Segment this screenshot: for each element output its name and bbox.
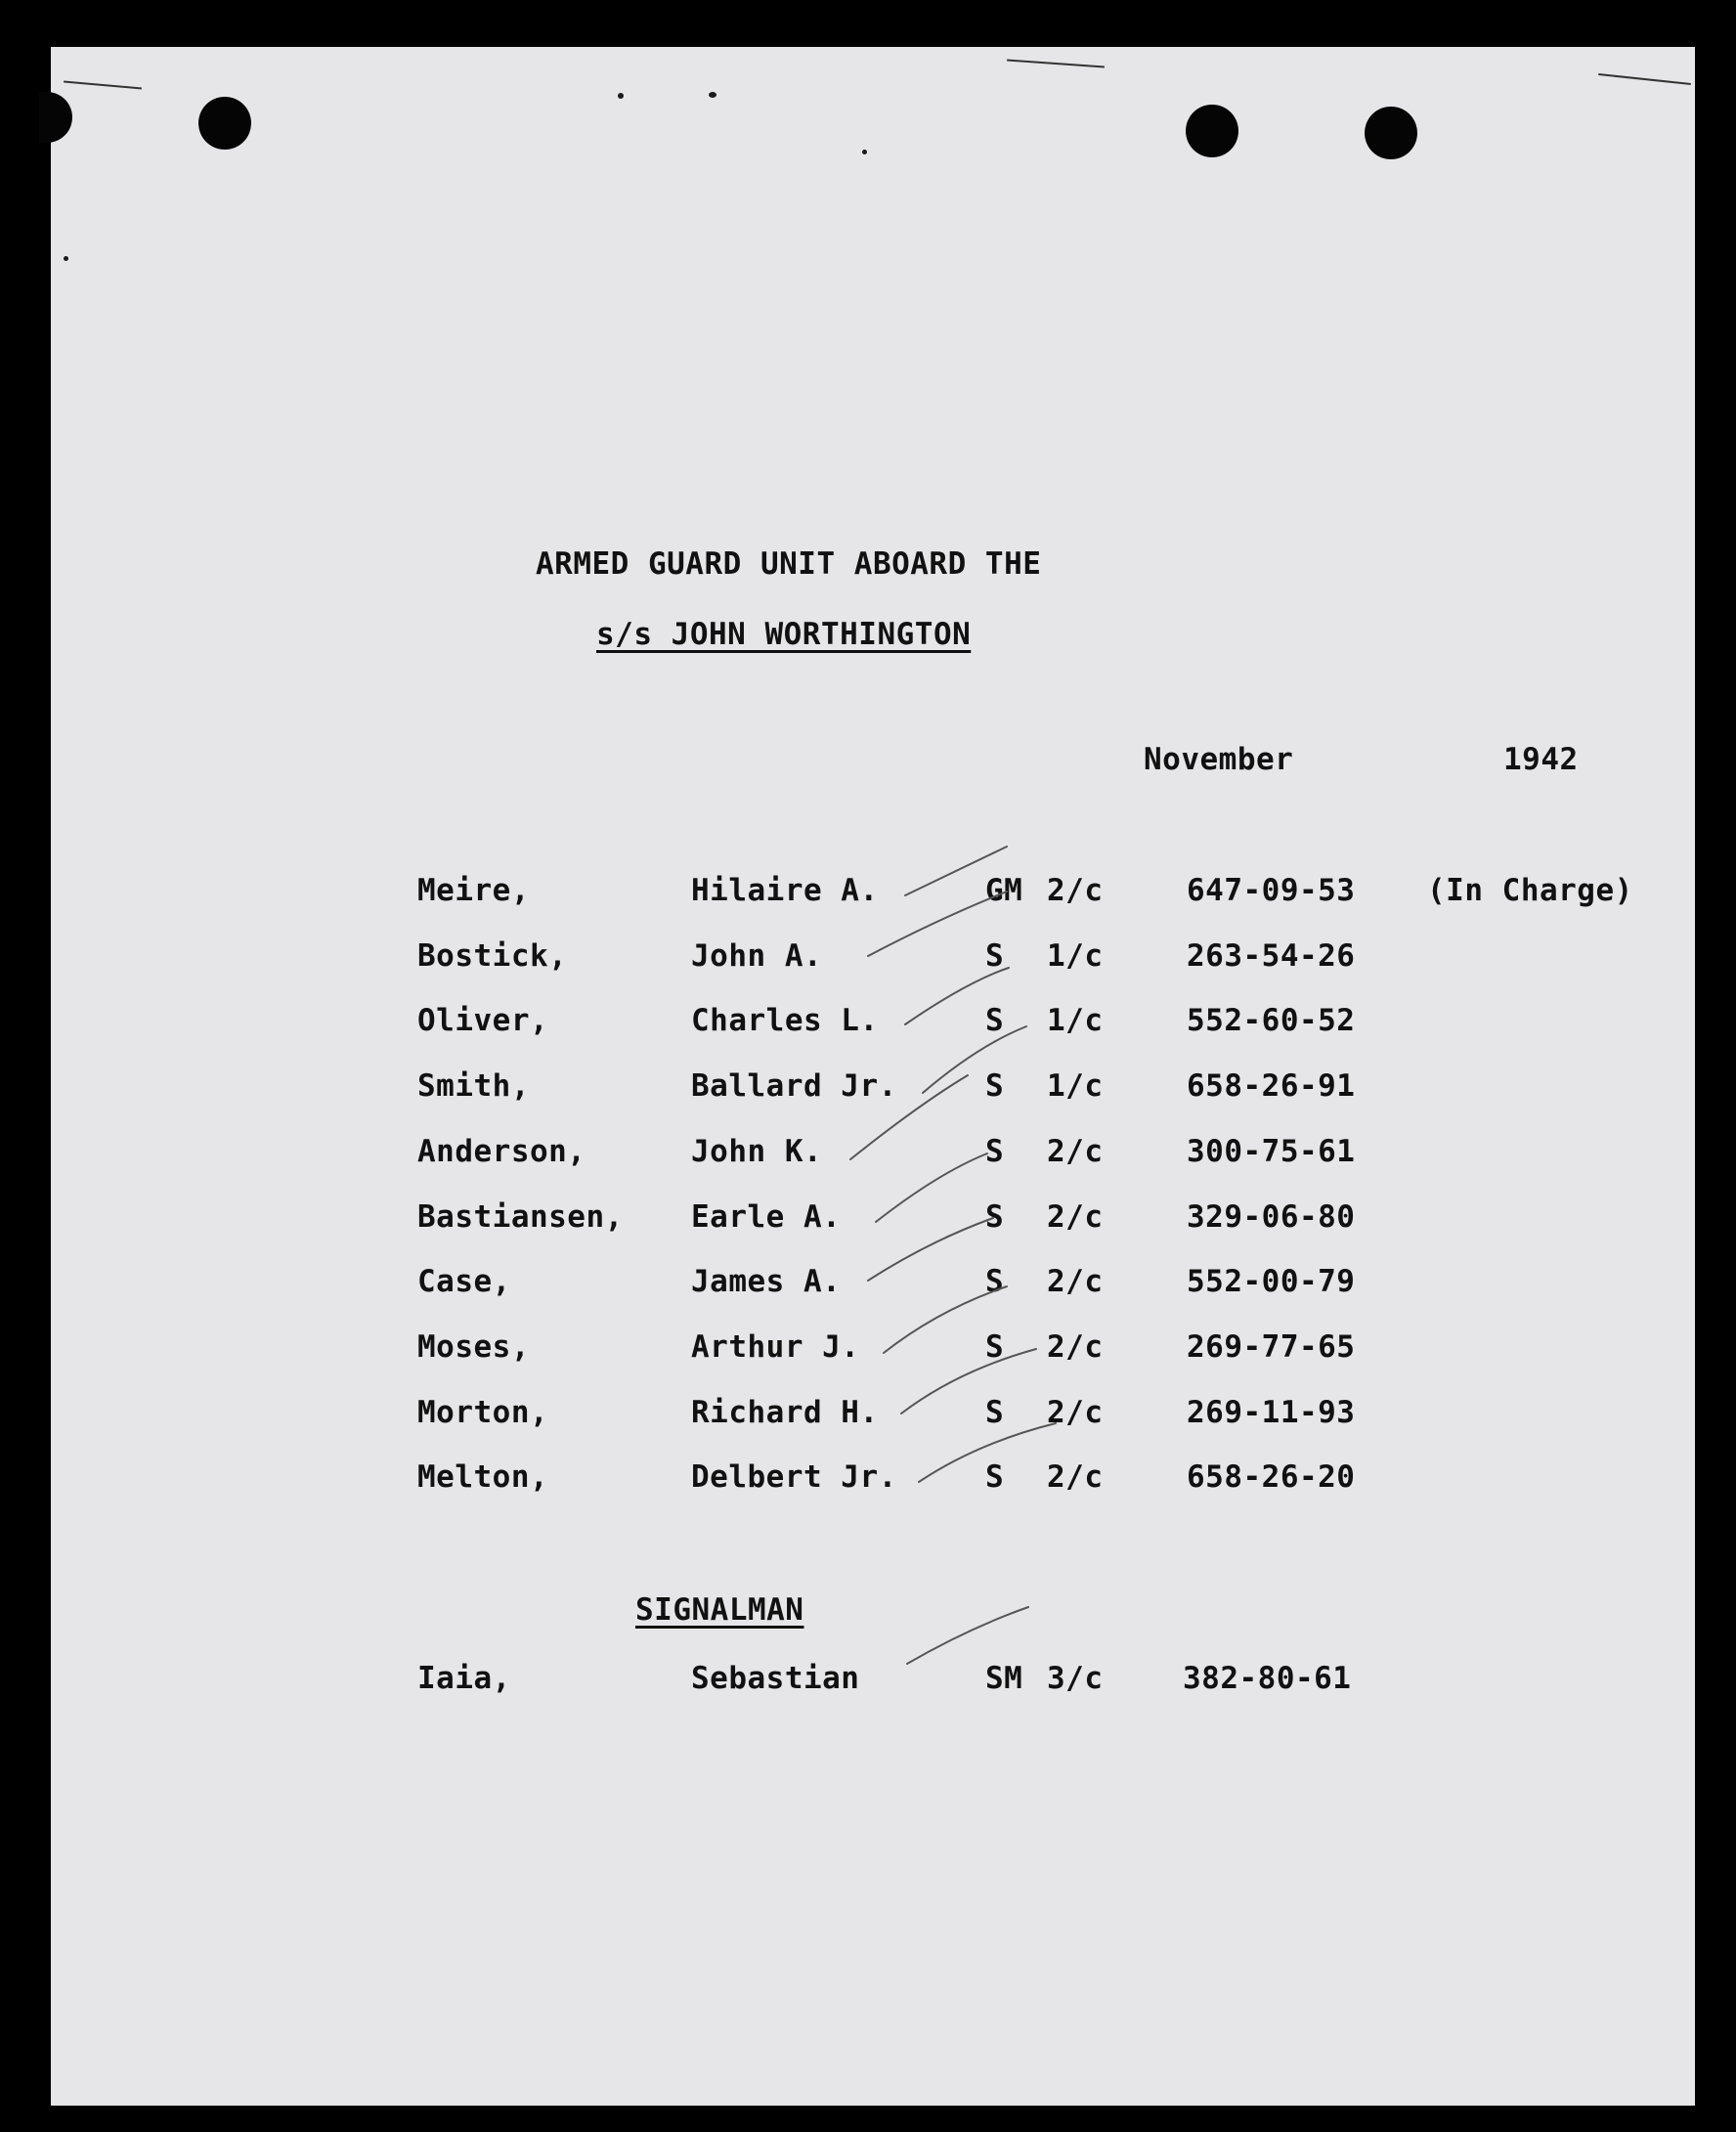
date-year: 1942: [1503, 742, 1579, 777]
last-name: Moses,: [417, 1329, 530, 1365]
first-name: Charles L.: [691, 1003, 879, 1038]
note: (In Charge): [1427, 873, 1633, 908]
rate-class: 2/c: [1047, 1199, 1104, 1235]
service-number: 329-06-80: [1187, 1199, 1356, 1235]
first-name: Arthur J.: [691, 1329, 860, 1365]
last-name: Oliver,: [417, 1003, 549, 1038]
rate: S: [985, 1264, 1005, 1299]
rate-class: 1/c: [1047, 1068, 1104, 1104]
service-number: 552-00-79: [1187, 1264, 1356, 1299]
check-mark: [884, 1286, 1007, 1353]
check-mark: [876, 1153, 987, 1222]
date-month: November: [1144, 742, 1294, 777]
rate-class: 2/c: [1047, 1329, 1104, 1365]
service-number: 647-09-53: [1187, 873, 1356, 908]
service-number: 658-26-20: [1187, 1459, 1356, 1495]
rate: S: [985, 1068, 1005, 1104]
service-number: 300-75-61: [1187, 1134, 1356, 1169]
rate-class: 3/c: [1047, 1661, 1104, 1696]
rate-class: 2/c: [1047, 873, 1104, 908]
rate-class: 2/c: [1047, 1459, 1104, 1495]
last-name: Meire,: [417, 873, 530, 908]
service-number: 269-11-93: [1187, 1395, 1356, 1430]
first-name: John A.: [691, 938, 823, 974]
rate: S: [985, 1134, 1005, 1169]
check-mark: [850, 1075, 968, 1159]
rate: GM: [985, 873, 1023, 908]
rate-class: 1/c: [1047, 1003, 1104, 1038]
service-number: 552-60-52: [1187, 1003, 1356, 1038]
first-name: Richard H.: [691, 1395, 879, 1430]
service-number: 269-77-65: [1187, 1329, 1356, 1365]
service-number: 658-26-91: [1187, 1068, 1356, 1104]
check-mark: [905, 968, 1009, 1024]
service-number: 382-80-61: [1183, 1661, 1352, 1696]
rate: SM: [985, 1661, 1023, 1696]
rate-class: 1/c: [1047, 938, 1104, 974]
rate-class: 2/c: [1047, 1395, 1104, 1430]
first-name: Earle A.: [691, 1199, 842, 1235]
check-mark: [923, 1026, 1026, 1093]
last-name: Bostick,: [417, 938, 568, 974]
last-name: Iaia,: [417, 1661, 511, 1696]
document-title: ARMED GUARD UNIT ABOARD THE: [536, 546, 1042, 582]
first-name: Delbert Jr.: [691, 1459, 897, 1495]
check-mark: [907, 1607, 1028, 1664]
last-name: Case,: [417, 1264, 511, 1299]
check-mark: [901, 1349, 1036, 1414]
last-name: Bastiansen,: [417, 1199, 624, 1235]
last-name: Anderson,: [417, 1134, 586, 1169]
first-name: John K.: [691, 1134, 823, 1169]
check-mark: [905, 847, 1007, 895]
check-mark: [868, 892, 1007, 956]
check-mark: [868, 1218, 993, 1281]
rate-class: 2/c: [1047, 1134, 1104, 1169]
last-name: Melton,: [417, 1459, 549, 1495]
rate-class: 2/c: [1047, 1264, 1104, 1299]
rate: S: [985, 1003, 1005, 1038]
last-name: Smith,: [417, 1068, 530, 1104]
rate: S: [985, 1395, 1005, 1430]
first-name: Ballard Jr.: [691, 1068, 897, 1104]
first-name: Sebastian: [691, 1661, 860, 1696]
signalman-heading: SIGNALMAN: [635, 1592, 804, 1628]
ship-name: s/s JOHN WORTHINGTON: [596, 617, 972, 652]
first-name: James A.: [691, 1264, 842, 1299]
rate: S: [985, 1329, 1005, 1365]
first-name: Hilaire A.: [691, 873, 879, 908]
rate: S: [985, 1199, 1005, 1235]
rate: S: [985, 938, 1005, 974]
check-mark: [919, 1423, 1056, 1482]
last-name: Morton,: [417, 1395, 549, 1430]
rate: S: [985, 1459, 1005, 1495]
service-number: 263-54-26: [1187, 938, 1356, 974]
